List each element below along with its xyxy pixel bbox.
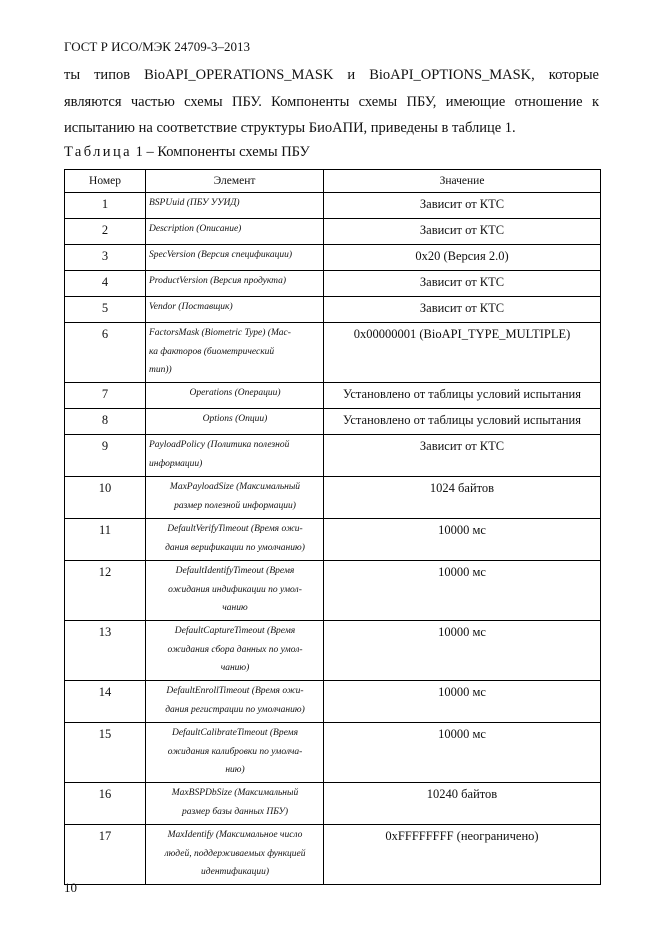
document-header: ГОСТ Р ИСО/МЭК 24709-3–2013 bbox=[64, 39, 251, 54]
row-value: Зависит от КТС bbox=[324, 271, 601, 297]
row-element bbox=[146, 323, 324, 383]
row-number: 11 bbox=[65, 519, 146, 561]
row-value: Зависит от КТС bbox=[324, 193, 601, 219]
paragraph-line: ты типов BioAPI_OPERATIONS_MASK и BioAPI_OPTIONS_MASK, которые bbox=[64, 67, 599, 83]
row-number: 2 bbox=[65, 219, 146, 245]
row-value: Зависит от КТС bbox=[324, 435, 601, 477]
header-number: Номер bbox=[65, 170, 146, 193]
element-line: ка факторов (биометрический bbox=[149, 346, 275, 357]
table-caption-label: Таблица bbox=[64, 144, 132, 160]
row-value: 10240 байтов bbox=[324, 783, 601, 825]
table-row bbox=[65, 297, 601, 323]
table-row bbox=[65, 519, 601, 561]
table-row bbox=[65, 477, 601, 519]
table-caption-title: 1 – Компоненты схемы ПБУ bbox=[131, 144, 310, 160]
element-line: Vendor (Поставщик) bbox=[149, 302, 233, 312]
row-element bbox=[146, 681, 324, 723]
element-line: PayloadPolicy (Политика полезной bbox=[149, 440, 290, 450]
element-line: SpecVersion (Версия спецификации) bbox=[149, 250, 293, 260]
row-value: 10000 мс bbox=[324, 621, 601, 681]
element-line: FactorsMask (Biometric Type) (Мас- bbox=[149, 328, 291, 338]
row-element bbox=[146, 477, 324, 519]
row-number: 6 bbox=[65, 323, 146, 383]
element-line: размер базы данных ПБУ) bbox=[181, 806, 289, 817]
row-number: 5 bbox=[65, 297, 146, 323]
table-row bbox=[65, 825, 601, 885]
row-number: 4 bbox=[65, 271, 146, 297]
row-element bbox=[146, 519, 324, 561]
element-line: тип)) bbox=[149, 365, 172, 375]
row-element bbox=[146, 383, 324, 409]
paragraph-line: испытанию на соответствие структуры БиоАПИ, приведены в таблице 1. bbox=[64, 120, 516, 136]
element-line: DefaultCaptureTimeout (Время bbox=[174, 626, 296, 636]
element-line: информации) bbox=[149, 458, 203, 469]
row-element bbox=[146, 409, 324, 435]
row-element bbox=[146, 271, 324, 297]
row-value: Установлено от таблицы условий испытания bbox=[324, 383, 601, 409]
row-number: 16 bbox=[65, 783, 146, 825]
row-number: 9 bbox=[65, 435, 146, 477]
element-line: ProductVersion (Версия продукта) bbox=[149, 276, 287, 286]
table-caption bbox=[64, 144, 310, 161]
row-value: 1024 байтов bbox=[324, 477, 601, 519]
element-line: дания регистрации по умолчанию) bbox=[165, 704, 305, 715]
header-element: Элемент bbox=[146, 170, 324, 193]
row-element bbox=[146, 561, 324, 621]
row-value: 0xFFFFFFFF (неограничено) bbox=[324, 825, 601, 885]
table-row bbox=[65, 561, 601, 621]
row-number: 13 bbox=[65, 621, 146, 681]
element-line: нию) bbox=[225, 765, 245, 775]
element-line: Options (Опции) bbox=[202, 414, 268, 424]
row-number: 1 bbox=[65, 193, 146, 219]
element-line: чанию) bbox=[220, 663, 250, 673]
table-row bbox=[65, 621, 601, 681]
table-row bbox=[65, 245, 601, 271]
element-line: людей, поддерживаемых функцией bbox=[164, 848, 306, 859]
element-line: DefaultCalibrateTimeout (Время bbox=[171, 728, 299, 738]
row-element bbox=[146, 621, 324, 681]
element-line: ожидания сбора данных по умол- bbox=[167, 644, 303, 655]
row-value: Установлено от таблицы условий испытания bbox=[324, 409, 601, 435]
element-line: DefaultIdentifyTimeout (Время bbox=[175, 566, 295, 576]
row-number: 8 bbox=[65, 409, 146, 435]
table-row bbox=[65, 219, 601, 245]
row-value: 10000 мс bbox=[324, 681, 601, 723]
row-element bbox=[146, 245, 324, 271]
element-line: MaxBSPDbSize (Максимальный bbox=[171, 788, 299, 798]
components-table bbox=[64, 169, 601, 885]
table-row bbox=[65, 435, 601, 477]
row-value: 10000 мс bbox=[324, 519, 601, 561]
row-number: 12 bbox=[65, 561, 146, 621]
table-row bbox=[65, 323, 601, 383]
table-header-row bbox=[65, 170, 601, 193]
row-element bbox=[146, 783, 324, 825]
element-line: Description (Описание) bbox=[149, 224, 242, 234]
header-value: Значение bbox=[324, 170, 601, 193]
row-value: Зависит от КТС bbox=[324, 219, 601, 245]
element-line: ожидания калибровки по умолча- bbox=[167, 746, 303, 757]
element-line: Operations (Операции) bbox=[189, 388, 281, 398]
row-value: 10000 мс bbox=[324, 561, 601, 621]
paragraph-line: являются частью схемы ПБУ. Компоненты схемы ПБУ, имеющие отношение к bbox=[64, 93, 599, 110]
element-line: чанию bbox=[222, 603, 248, 613]
row-element bbox=[146, 219, 324, 245]
element-line: MaxPayloadSize (Максимальный bbox=[169, 482, 301, 492]
row-number: 14 bbox=[65, 681, 146, 723]
row-value: Зависит от КТС bbox=[324, 297, 601, 323]
table-row bbox=[65, 193, 601, 219]
table-row bbox=[65, 383, 601, 409]
element-line: идентификации) bbox=[200, 867, 270, 877]
table-row bbox=[65, 681, 601, 723]
row-number: 7 bbox=[65, 383, 146, 409]
row-element bbox=[146, 723, 324, 783]
row-number: 10 bbox=[65, 477, 146, 519]
page-number: 10 bbox=[64, 880, 77, 895]
row-element bbox=[146, 193, 324, 219]
table-row bbox=[65, 783, 601, 825]
element-line: дания верификации по умолчанию) bbox=[165, 542, 305, 553]
row-value: 0x00000001 (BioAPI_TYPE_MULTIPLE) bbox=[324, 323, 601, 383]
row-element bbox=[146, 297, 324, 323]
row-number: 17 bbox=[65, 825, 146, 885]
row-element bbox=[146, 435, 324, 477]
row-value: 0x20 (Версия 2.0) bbox=[324, 245, 601, 271]
row-element bbox=[146, 825, 324, 885]
row-value: 10000 мс bbox=[324, 723, 601, 783]
element-line: MaxIdentify (Максимальное число bbox=[167, 830, 303, 840]
table-row bbox=[65, 409, 601, 435]
intro-paragraph bbox=[64, 62, 599, 142]
element-line: BSPUuid (ПБУ УУИД) bbox=[149, 198, 240, 208]
element-line: размер полезной информации) bbox=[174, 500, 296, 511]
table-body bbox=[65, 193, 601, 885]
row-number: 3 bbox=[65, 245, 146, 271]
table-row bbox=[65, 271, 601, 297]
element-line: ожидания индификации по умол- bbox=[168, 584, 302, 595]
element-line: DefaultVerifyTimeout (Время ожи- bbox=[167, 524, 303, 534]
element-line: DefaultEnrollTimeout (Время ожи- bbox=[166, 686, 304, 696]
table-row bbox=[65, 723, 601, 783]
row-number: 15 bbox=[65, 723, 146, 783]
